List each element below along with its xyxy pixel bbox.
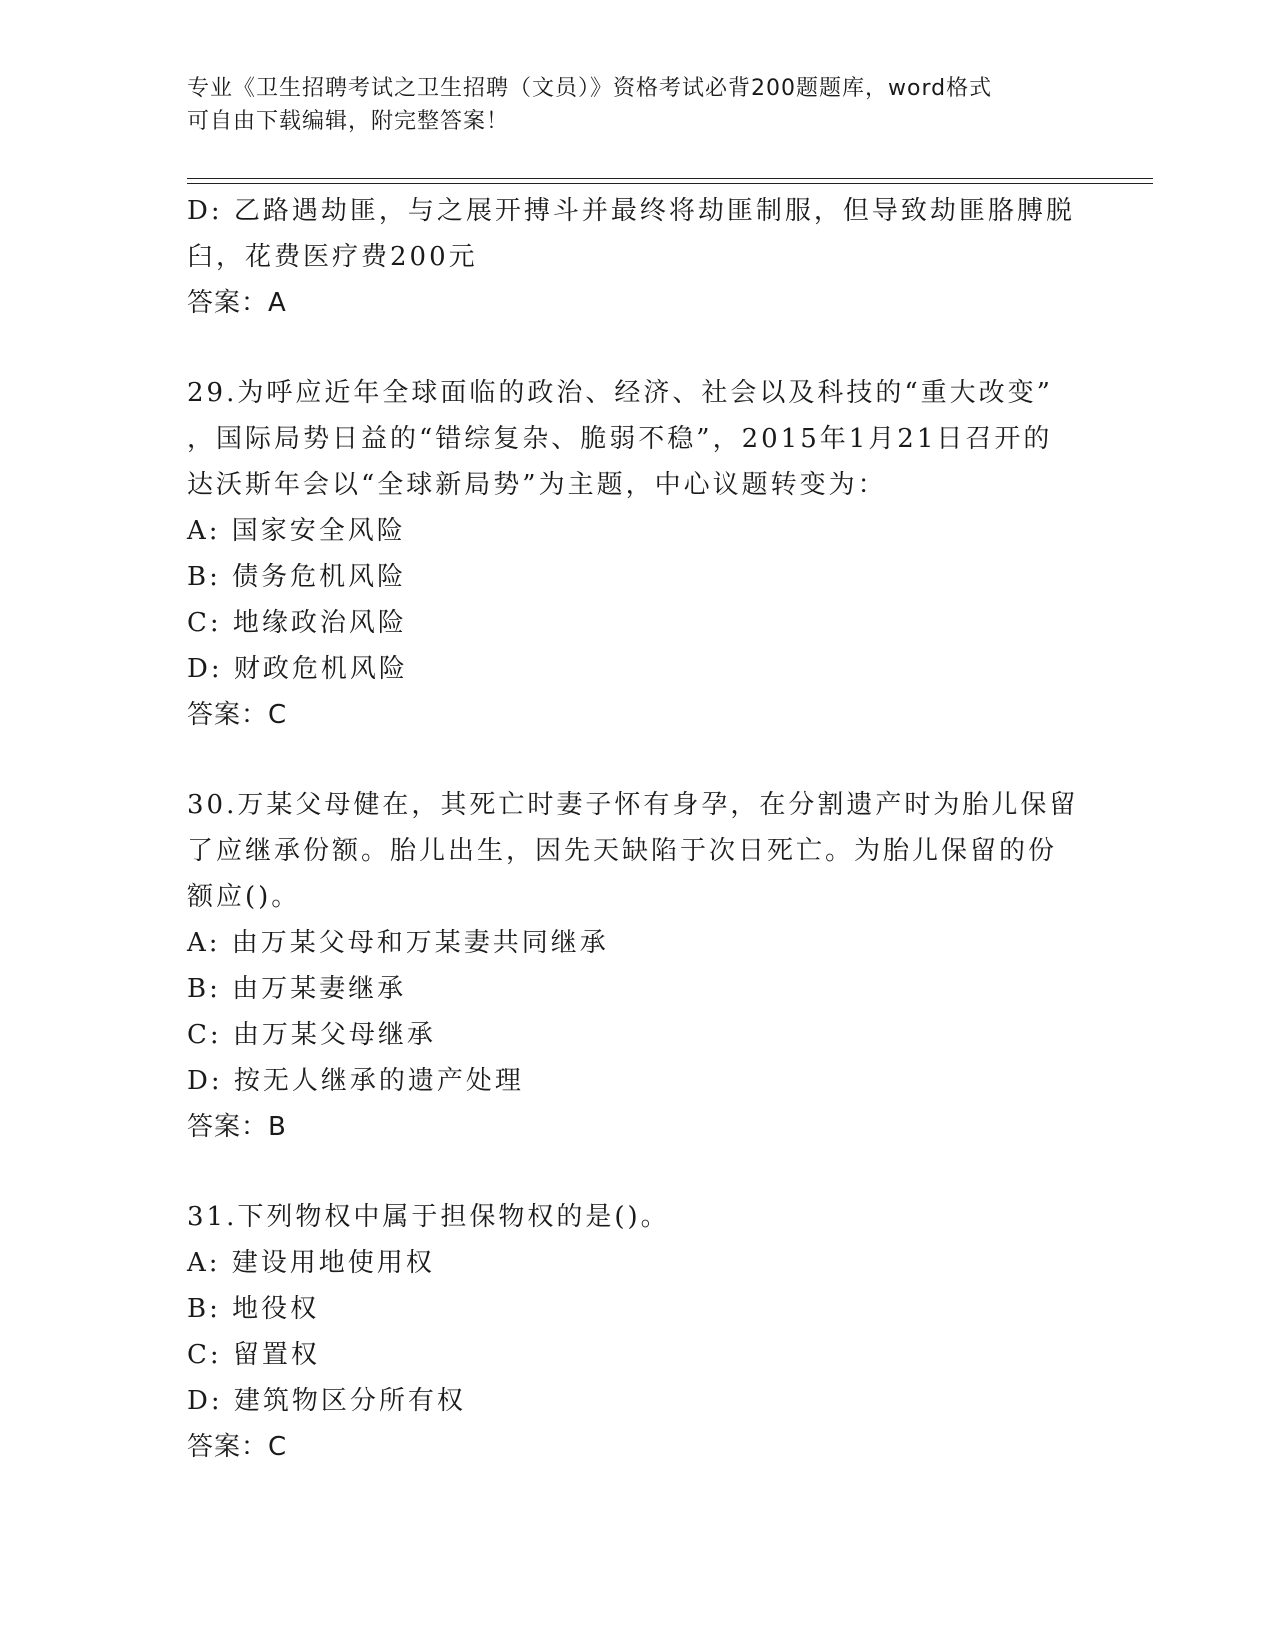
previous-question-tail: [187, 188, 1087, 326]
option-b: B: 由万某妻继承: [187, 974, 407, 1004]
option-d: D: 按无人继承的遗产处理: [187, 1066, 524, 1096]
question-31: [187, 1194, 1087, 1470]
question-text-line: 达沃斯年会以“全球新局势”为主题，中心议题转变为：: [187, 470, 887, 500]
answer-line: 答案：B: [187, 1112, 287, 1142]
option-a: A: 由万某父母和万某妻共同继承: [187, 928, 609, 958]
question-29: [187, 370, 1087, 738]
question-text-line: 31.下列物权中属于担保物权的是()。: [187, 1202, 670, 1232]
header-divider-top: [187, 178, 1153, 179]
option-a: A: 建设用地使用权: [187, 1248, 435, 1278]
option-b: B: 债务危机风险: [187, 562, 407, 592]
answer-line: 答案：C: [187, 1432, 288, 1462]
option-d: D: 建筑物区分所有权: [187, 1386, 466, 1416]
spacer: [187, 326, 1087, 370]
question-text-line: ，国际局势日益的“错综复杂、脆弱不稳”，2015年1月21日召开的: [187, 424, 1053, 454]
question-text-line: 额应()。: [187, 882, 301, 912]
question-text-line: 了应继承份额。胎儿出生，因先天缺陷于次日死亡。为胎儿保留的份: [187, 836, 1058, 866]
option-d-line-1: D: 乙路遇劫匪，与之展开搏斗并最终将劫匪制服，但导致劫匪胳膊脱: [187, 196, 1075, 226]
header-line-1: 专业《卫生招聘考试之卫生招聘（文员）》资格考试必背200题题库，word格式: [187, 76, 993, 101]
header-divider-bottom: [187, 183, 1153, 184]
answer-line: 答案：A: [187, 288, 287, 318]
question-text-line: 29.为呼应近年全球面临的政治、经济、社会以及科技的“重大改变”: [187, 378, 1053, 408]
spacer: [187, 738, 1087, 782]
document-header: [187, 72, 1087, 138]
answer-line: 答案：C: [187, 700, 288, 730]
option-a: A: 国家安全风险: [187, 516, 406, 546]
header-line-2: 可自由下载编辑，附完整答案！: [187, 109, 510, 134]
option-d: D: 财政危机风险: [187, 654, 408, 684]
document-body: [187, 188, 1087, 1470]
option-c: C: 留置权: [187, 1340, 320, 1370]
option-d-line-2: 臼，花费医疗费200元: [187, 242, 478, 272]
option-b: B: 地役权: [187, 1294, 320, 1324]
option-c: C: 地缘政治风险: [187, 608, 407, 638]
question-30: [187, 782, 1087, 1150]
option-c: C: 由万某父母继承: [187, 1020, 436, 1050]
question-text-line: 30.万某父母健在，其死亡时妻子怀有身孕，在分割遗产时为胎儿保留: [187, 790, 1079, 820]
spacer: [187, 1150, 1087, 1194]
